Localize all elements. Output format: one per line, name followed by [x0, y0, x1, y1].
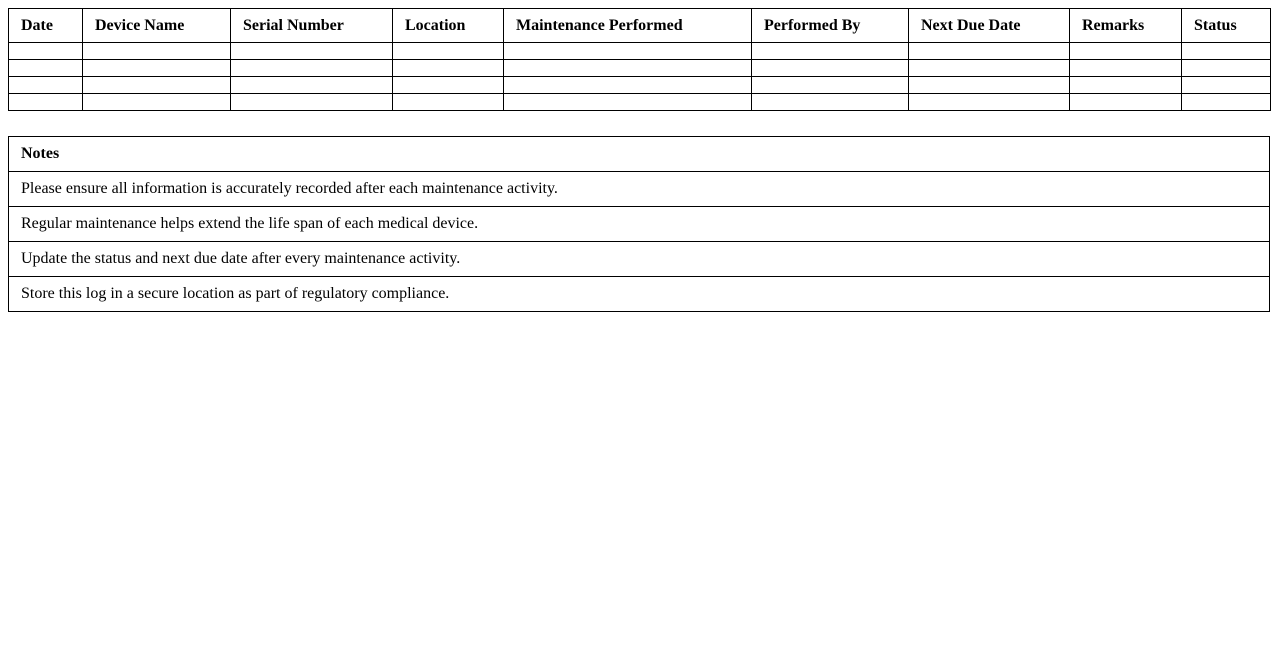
column-header-device-name: Device Name [83, 9, 231, 43]
table-row [9, 77, 1271, 94]
note-item: Store this log in a secure location as part of regulatory compliance. [9, 277, 1270, 312]
notes-row [9, 277, 1270, 312]
table-cell[interactable] [1070, 77, 1182, 94]
column-header-next-due-date: Next Due Date [909, 9, 1070, 43]
table-cell[interactable] [393, 94, 504, 111]
note-item: Regular maintenance helps extend the life span of each medical device. [9, 207, 1270, 242]
table-cell[interactable] [83, 77, 231, 94]
table-cell[interactable] [9, 94, 83, 111]
table-cell[interactable] [752, 43, 909, 60]
table-cell[interactable] [909, 77, 1070, 94]
table-row [9, 43, 1271, 60]
table-cell[interactable] [504, 94, 752, 111]
table-cell[interactable] [1070, 94, 1182, 111]
notes-row [9, 207, 1270, 242]
table-cell[interactable] [83, 43, 231, 60]
table-cell[interactable] [1070, 60, 1182, 77]
notes-row [9, 242, 1270, 277]
table-cell[interactable] [909, 60, 1070, 77]
column-header-date: Date [9, 9, 83, 43]
table-cell[interactable] [1182, 77, 1271, 94]
notes-row [9, 172, 1270, 207]
table-cell[interactable] [909, 43, 1070, 60]
column-header-serial-number: Serial Number [231, 9, 393, 43]
table-cell[interactable] [1182, 60, 1271, 77]
table-cell[interactable] [504, 60, 752, 77]
column-header-maintenance-performed: Maintenance Performed [504, 9, 752, 43]
table-cell[interactable] [83, 60, 231, 77]
notes-header-row [9, 137, 1270, 172]
notes-table [8, 136, 1270, 312]
table-cell[interactable] [231, 43, 393, 60]
table-header-row [9, 9, 1271, 43]
note-item: Update the status and next due date after every maintenance activity. [9, 242, 1270, 277]
notes-title: Notes [9, 137, 1270, 172]
table-cell[interactable] [752, 94, 909, 111]
table-cell[interactable] [9, 77, 83, 94]
note-item: Please ensure all information is accurately recorded after each maintenance activity. [9, 172, 1270, 207]
maintenance-log-table [8, 8, 1271, 111]
column-header-remarks: Remarks [1070, 9, 1182, 43]
table-cell[interactable] [909, 94, 1070, 111]
table-cell[interactable] [9, 43, 83, 60]
table-cell[interactable] [504, 77, 752, 94]
table-cell[interactable] [393, 43, 504, 60]
column-header-performed-by: Performed By [752, 9, 909, 43]
table-cell[interactable] [231, 94, 393, 111]
table-cell[interactable] [1070, 43, 1182, 60]
table-cell[interactable] [231, 60, 393, 77]
table-cell[interactable] [504, 43, 752, 60]
table-cell[interactable] [393, 77, 504, 94]
table-cell[interactable] [231, 77, 393, 94]
column-header-location: Location [393, 9, 504, 43]
table-cell[interactable] [752, 77, 909, 94]
table-cell[interactable] [1182, 94, 1271, 111]
table-row [9, 94, 1271, 111]
table-cell[interactable] [752, 60, 909, 77]
table-cell[interactable] [1182, 43, 1271, 60]
table-cell[interactable] [9, 60, 83, 77]
column-header-status: Status [1182, 9, 1271, 43]
table-cell[interactable] [83, 94, 231, 111]
table-row [9, 60, 1271, 77]
table-cell[interactable] [393, 60, 504, 77]
